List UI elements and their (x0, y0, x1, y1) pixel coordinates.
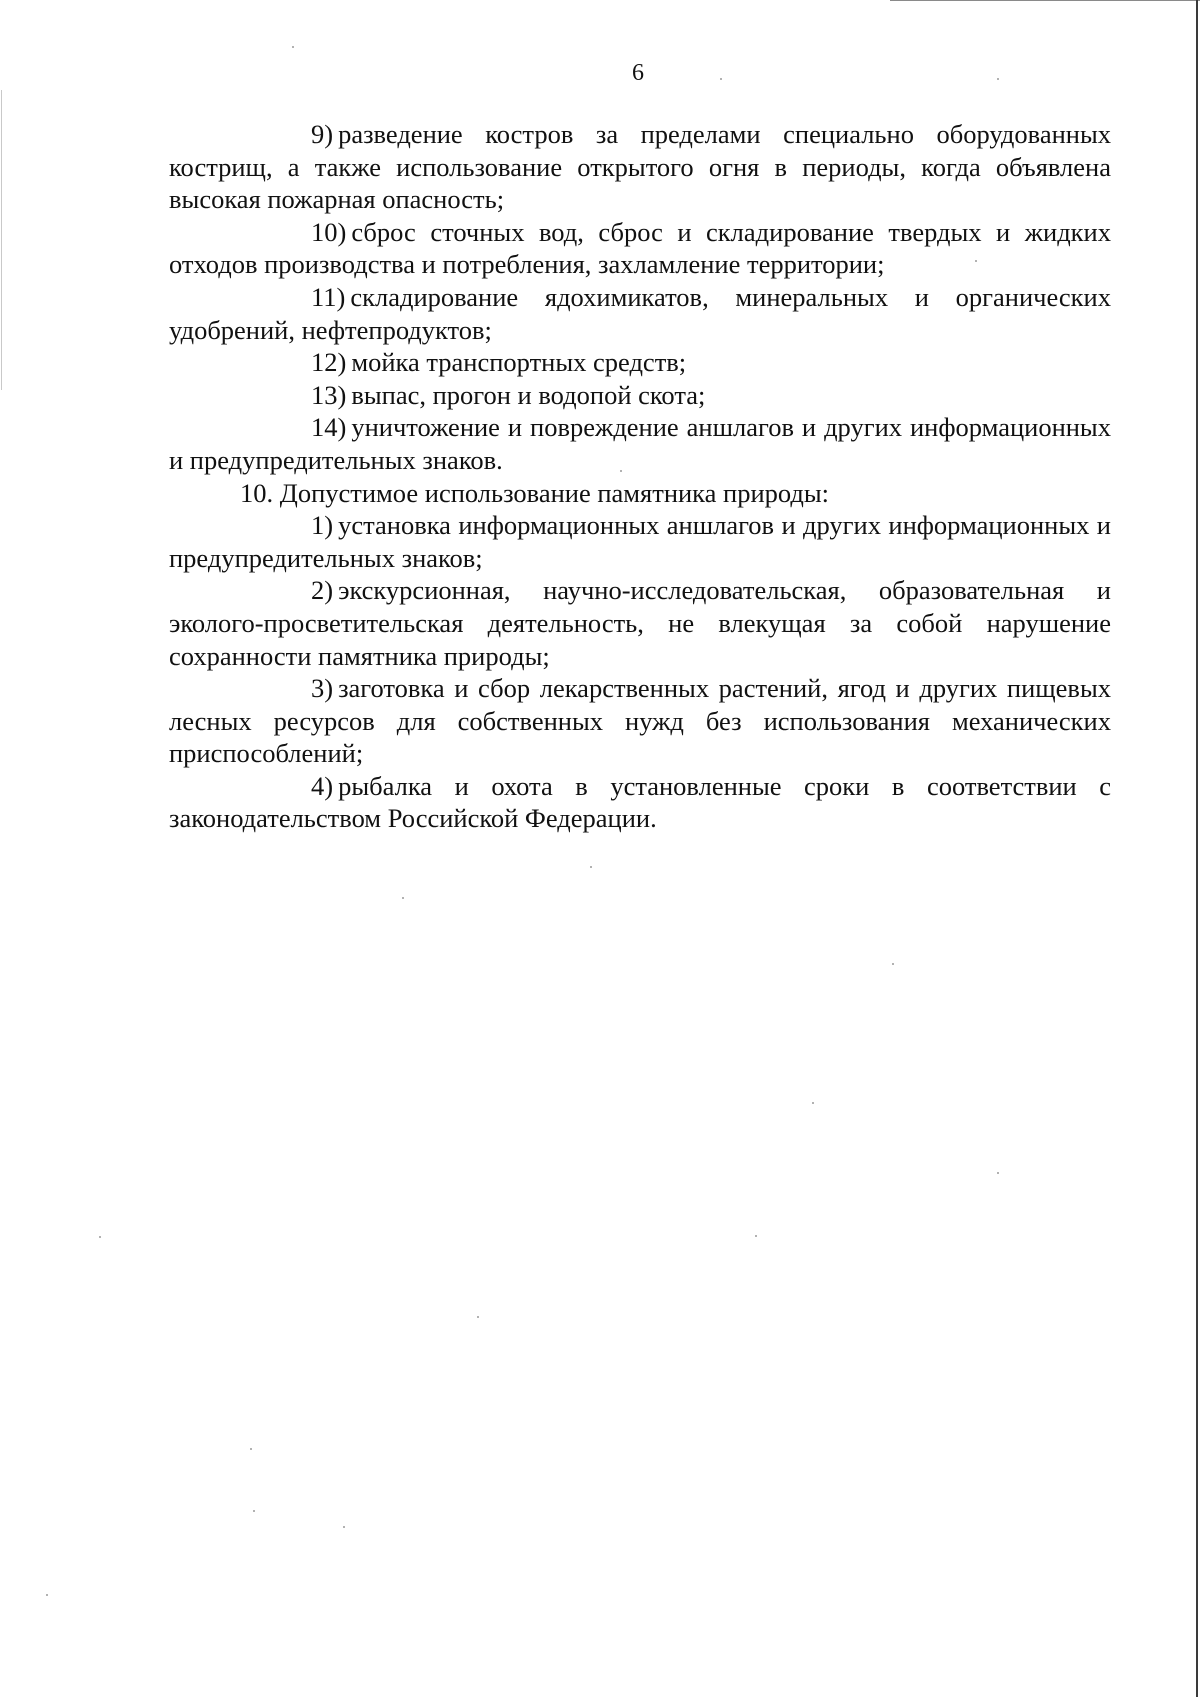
item-text: выпас, прогон и водопой скота; (351, 379, 706, 410)
list-item-allowed-2 (169, 574, 1111, 672)
item-number: 4) (311, 770, 334, 801)
scan-speck (292, 46, 294, 48)
document-body (169, 118, 1111, 835)
list-item-prohibited-13 (169, 379, 1111, 412)
scan-speck (253, 1510, 255, 1512)
list-item-prohibited-10 (169, 216, 1111, 281)
item-text: экскурсионная, научно-исследовательская, образовательная и эколого-просветительская деятельность, не влекущая за собой нарушение сохранности памятника природы; (169, 575, 1111, 671)
scan-left-edge-line (1, 90, 2, 390)
item-number: 11) (311, 281, 346, 312)
item-number: 10) (311, 216, 347, 247)
item-text: разведение костров за пределами специально оборудованных кострищ, а также использование открытого огня в периоды, когда объявлена высокая пожарная опасность; (169, 119, 1111, 215)
list-item-allowed-3 (169, 672, 1111, 770)
scan-speck (997, 78, 999, 80)
item-number: 14) (311, 412, 347, 443)
item-text: мойка транспортных средств; (351, 347, 687, 378)
scan-speck (46, 1594, 48, 1596)
list-item-allowed-4 (169, 770, 1111, 835)
list-item-prohibited-9 (169, 118, 1111, 216)
item-text: уничтожение и повреждение аншлагов и других информационных и предупредительных знаков. (169, 412, 1111, 475)
section-heading-allowed-use: 10. Допустимое использование памятника природы: (240, 477, 830, 508)
item-text: сброс сточных вод, сброс и складирование твердых и жидких отходов производства и потребления, захламление территории; (169, 216, 1111, 280)
item-text: установка информационных аншлагов и других информационных и предупредительных знаков; (169, 510, 1111, 573)
scan-speck (892, 963, 894, 965)
list-item-prohibited-11 (169, 281, 1111, 346)
item-number: 12) (311, 347, 347, 378)
scan-speck (250, 1448, 252, 1450)
item-text: рыбалка и охота в установленные сроки в соответствии с законодательством Российской Федерации. (169, 770, 1111, 834)
scan-speck (402, 897, 404, 899)
scan-right-edge-line (1196, 0, 1198, 1697)
scan-speck (812, 1102, 814, 1104)
scan-speck (755, 1235, 757, 1237)
scan-speck (975, 260, 977, 262)
list-item-prohibited-12 (169, 346, 1111, 379)
item-number: 9) (311, 119, 334, 149)
item-number: 3) (311, 673, 334, 704)
item-text: заготовка и сбор лекарственных растений, ягод и других пищевых лесных ресурсов для собственных нужд без использования механических приспособлений; (169, 673, 1111, 769)
scan-speck (99, 1236, 101, 1238)
item-number: 1) (311, 510, 334, 541)
page-number: 6 (632, 60, 644, 86)
scan-speck (620, 470, 622, 472)
scan-speck (590, 866, 592, 868)
item-number: 13) (311, 379, 347, 410)
item-number: 2) (311, 575, 334, 606)
list-item-allowed-1 (169, 509, 1111, 574)
scan-speck (997, 1172, 999, 1174)
scan-top-edge-line (890, 0, 1200, 1)
list-item-prohibited-14 (169, 411, 1111, 476)
item-text: складирование ядохимикатов, минеральных и органических удобрений, нефтепродуктов; (169, 281, 1111, 345)
scan-speck (343, 1526, 345, 1528)
scan-speck (477, 1316, 479, 1318)
scan-speck (720, 78, 722, 80)
